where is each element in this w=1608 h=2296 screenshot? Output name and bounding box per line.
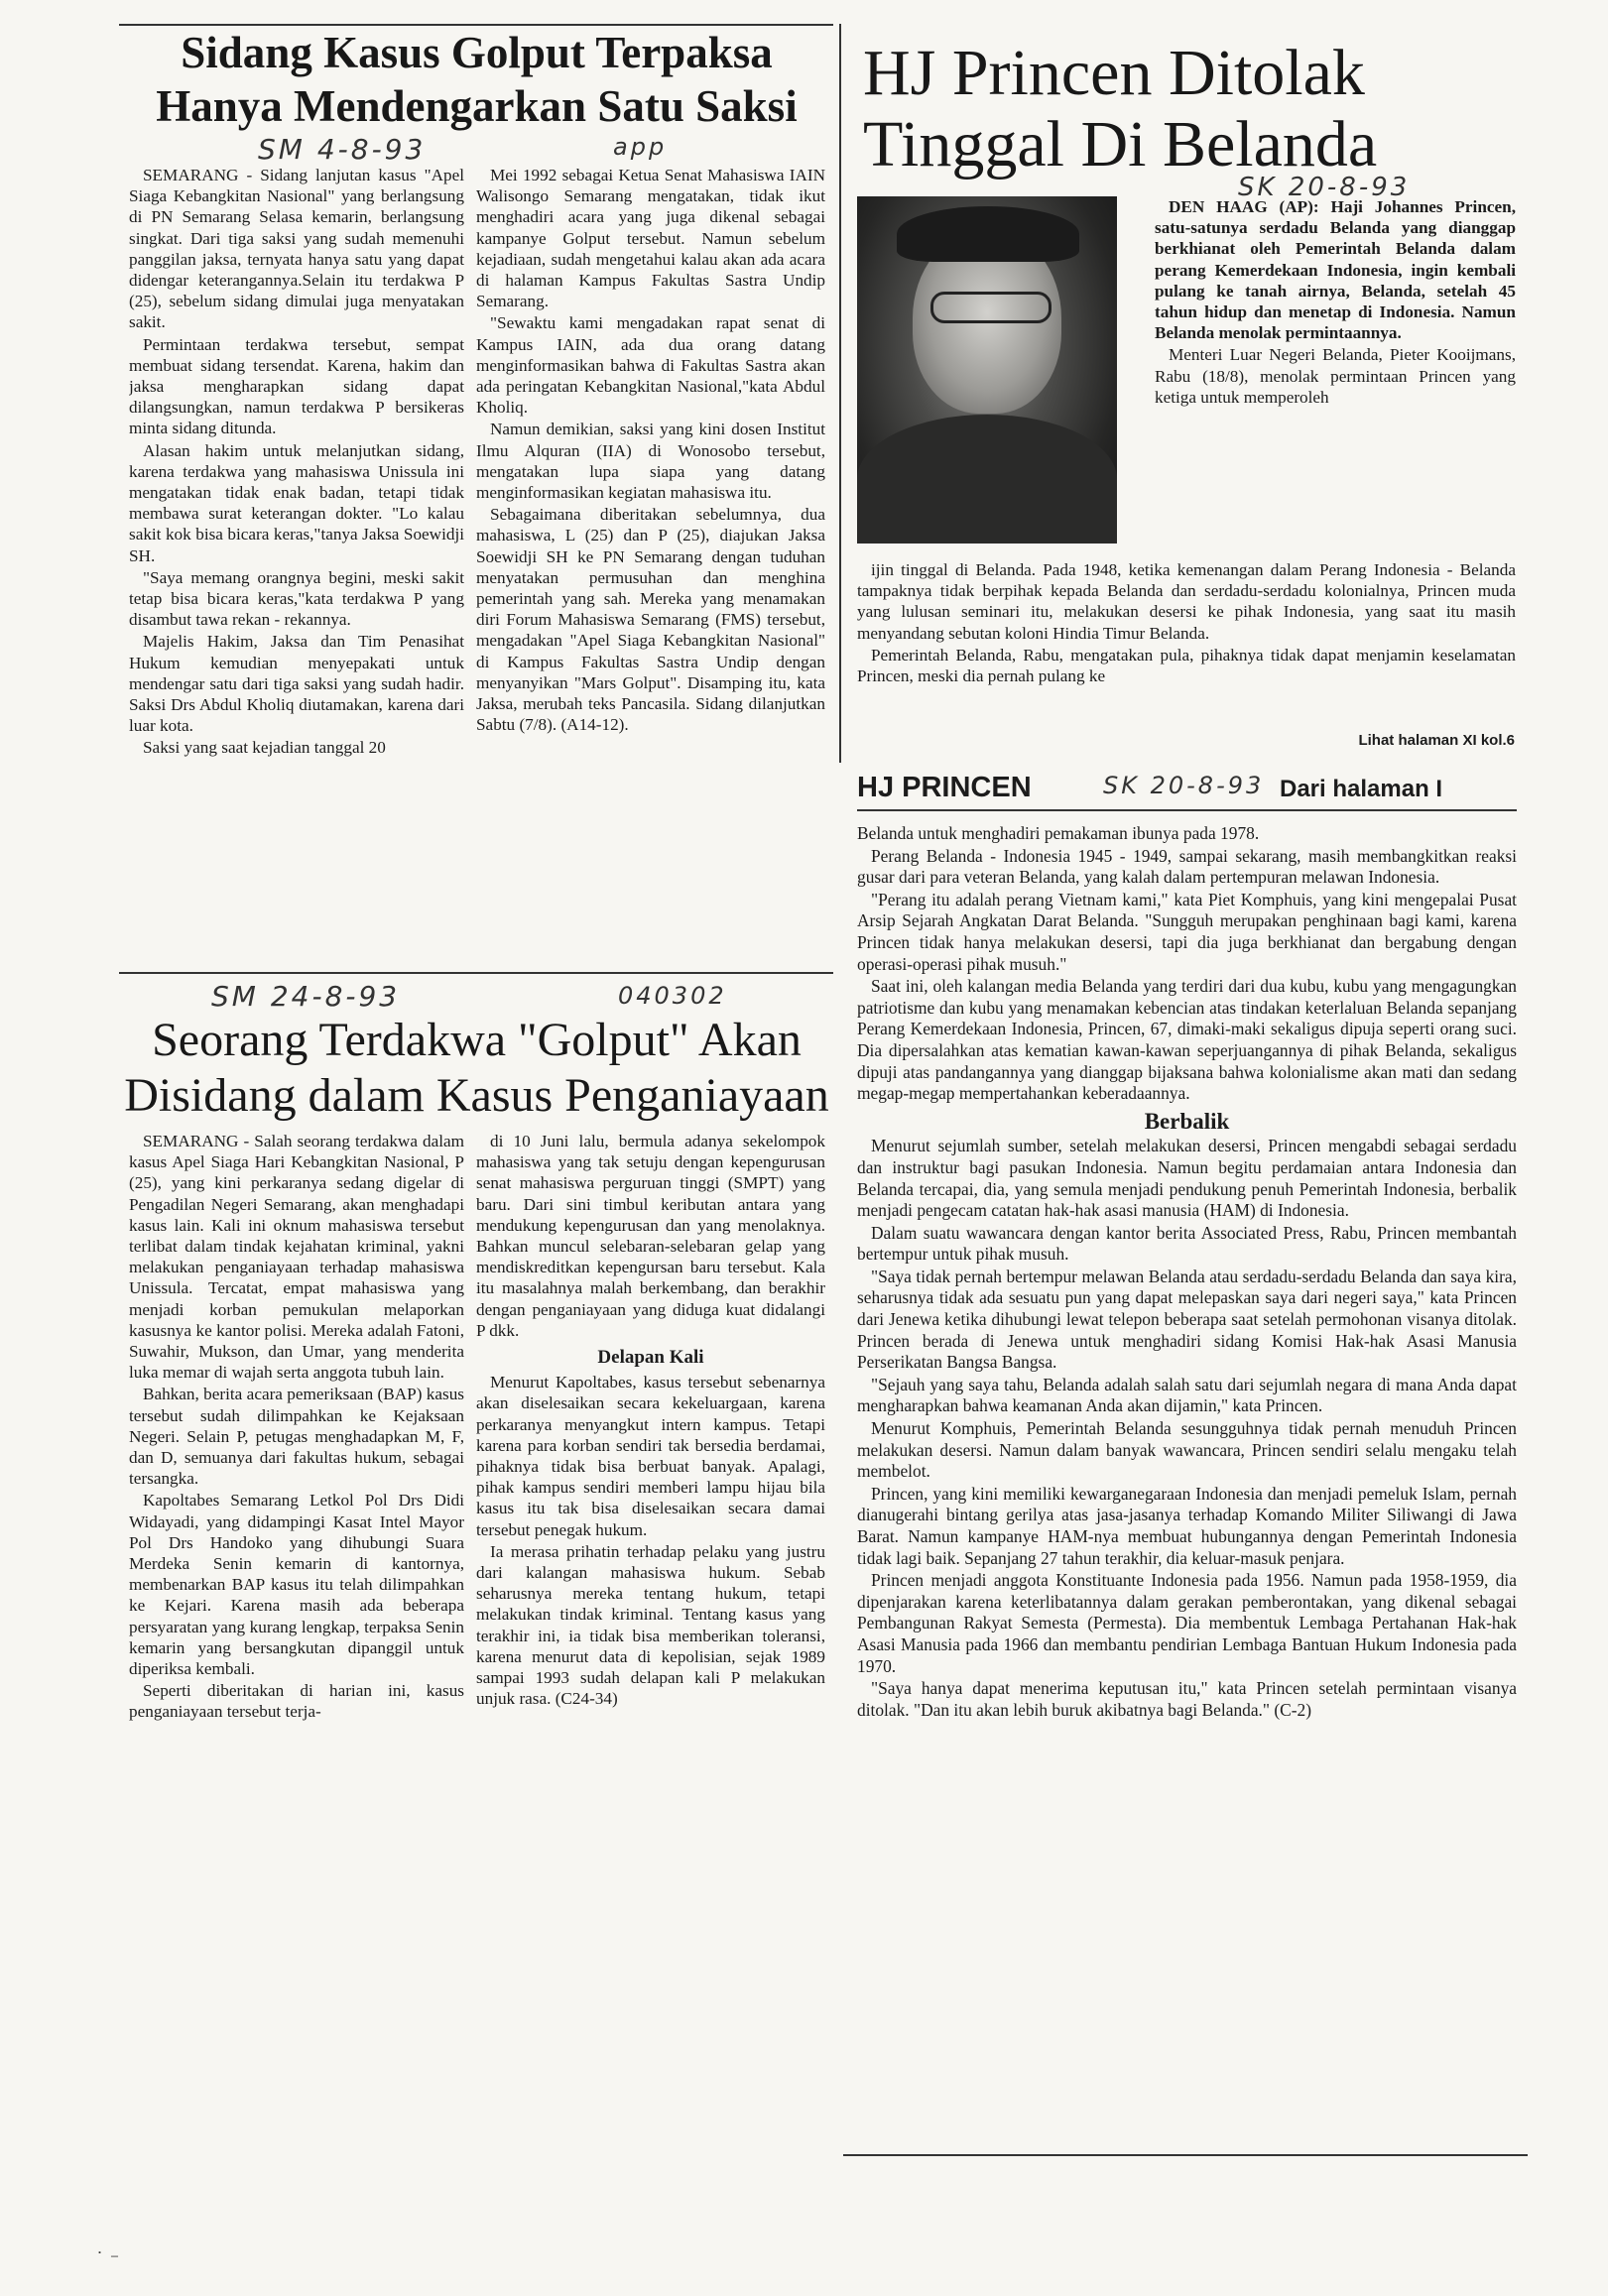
article3-wide-column	[857, 559, 1516, 726]
article2-column-2	[476, 1131, 825, 2073]
article1-col1-para: "Saya memang orangnya begini, meski sakit tetap bisa bicara keras,"kata terdakwa P yang disambut tawa rekan - rekannya.	[129, 567, 464, 630]
article-princen-continuation	[843, 768, 1533, 2176]
article1-handwritten-code: app	[613, 133, 668, 161]
article1-col1-para: Saksi yang saat kejadian tanggal 20	[143, 738, 386, 758]
article1-col2-para: Sebagaimana diberitakan sebelumnya, dua mahasiswa, L (25) dan P (25), diajukan Jaksa Soewidji SH ke PN Semarang dengan tuduhan menyatakan permusuhan dan menghina pemerintah yang sah. Mereka yang menamakan diri Forum Mahasiswa Semarang (FMS) tersebut, mengadakan "Apel Siaga Kebangkitan Nasional" di Kampus Fakultas Sastra Undip dengan menyanyikan "Mars Golput". Disamping itu, kata Jaksa, merubah teks Pancasila. Sidang dilanjutkan Sabtu (7/8). (A14-12).	[476, 505, 825, 735]
article1-col1-para: Alasan hakim untuk melanjutkan sidang, karena terdakwa yang mahasiswa Unissula ini mengatakan tidak enak badan, tetapi tidak membawa surat keterangan dokter. "Lo kalau sakit kok bisa bicara keras,"tanya Jaksa Soewidji SH.	[129, 440, 464, 565]
article3-wide-para: Pemerintah Belanda, Rabu, mengatakan pula, pihaknya tidak dapat menjamin keselamatan Princen, meski dia pernah pulang ke	[857, 645, 1516, 686]
article1-headline-line1: Sidang Kasus Golput Terpaksa	[181, 28, 773, 77]
article4-handwritten-date: SK 20-8-93	[1103, 772, 1265, 799]
article1-headline-line2: Hanya Mendengarkan Satu Saksi	[156, 81, 798, 131]
article1-col1-para: Permintaan terdakwa tersebut, sempat membuat sidang tersendat. Karena, hakim dan jaksa mengharapkan sidang dapat dilangsungkan, namun terdakwa P bersikeras minta sidang ditunda.	[129, 334, 464, 438]
article1-col2-para: Namun demikian, saksi yang kini dosen Institut Ilmu Alquran (IIA) di Wonosobo tersebut, mengatakan lupa siapa yang datang menginformasikan kegiatan mahasiswa itu.	[476, 420, 825, 503]
article1-handwritten-date: SM 4-8-93	[258, 133, 427, 166]
article4-para: Princen, yang kini memiliki kewarganegaraan Indonesia dan menjadi pemeluk Islam, pernah dianugerahi bintang gerilya atas jasa-jasanya terhadap Komando Militer Siliwangi di Jawa Barat. Namun kampanye HAM-nya membuat hubungannya dengan Pemerintah Indonesia tidak lagi baik. Sepanjang 27 tahun terakhir, dia keluar-masuk penjara.	[857, 1483, 1517, 1568]
article3-continued-note: Lihat halaman XI kol.6	[1358, 732, 1515, 749]
article4-para: Perang Belanda - Indonesia 1945 - 1949, sampai sekarang, masih membangkitkan reaksi gusar dari para veteran Belanda, yang kalah dalam pertempuran melawan Indonesia.	[857, 845, 1517, 888]
article4-para: Saat ini, oleh kalangan media Belanda yang terdiri dari dua kubu, kubu yang mengagungkan patriotisme dan kubu yang menamakan kebencian atas tindakan keterlaluan Belanda sepanjang Perang Kemerdekaan Indonesia, Princen, 67, dimaki-maki sekaligus dipuja seperti orang suci. Dia dipersalahkan atas kematian kawan-kawan seperjuangannya di pihak Belanda, sekaligus dipuji atas pandangannya yang dianggap bijaksana bahwa kolonialisme akan mati dan sedang megap-megap mempertahankan keberadaannya.	[857, 976, 1517, 1104]
article2-handwritten-code: 040302	[618, 982, 727, 1010]
article2-col1-para: Kapoltabes Semarang Letkol Pol Drs Didi Widayadi, yang didampingi Kasat Intel Mayor Pol Drs Handoko yang dihubungi Suara Merdeka Senin kemarin di kantornya, membenarkan BAP kasus itu telah dilimpahkan ke Kejari. Karena masih ada beberapa persyaratan yang kurang lengkap, terpaksa Senin kemarin yang bersangkutan dipanggil untuk diperiksa kembali.	[129, 1491, 464, 1679]
article1-top-rule	[119, 24, 833, 26]
portrait-cap	[897, 206, 1079, 262]
article4-para: "Saya hanya dapat menerima keputusan itu," kata Princen setelah permintaan visanya ditolak. "Dan itu akan lebih buruk akibatnya bagi Belanda." (C-2)	[857, 1678, 1517, 1720]
article2-col1-para: Seperti diberitakan di harian ini, kasus penganiayaan tersebut terja-	[129, 1681, 464, 1722]
article1-bottom-rule	[119, 972, 833, 974]
article4-para: Menurut Komphuis, Pemerintah Belanda sesungguhnya tidak pernah menuduh Princen melakukan desersi. Namun dalam banyak wawancara, Princen sendiri selalu mengaku telah membelot.	[857, 1418, 1517, 1482]
scan-speck-mark: ˙ ⁻	[95, 2249, 120, 2270]
article1-col1-para: Majelis Hakim, Jaksa dan Tim Penasihat Hukum kemudian menyepakati untuk mendengar satu dari tiga saksi yang sudah hadir. Saksi Drs Abdul Kholiq diutamakan, karena dari luar kota.	[129, 632, 464, 736]
article2-handwritten-date: SM 24-8-93	[211, 980, 401, 1013]
article1-col2-para: "Sewaktu kami mengadakan rapat senat di Kampus IAIN, ada dua orang datang menginformasikan bahwa di Fakultas Sastra akan ada peringatan Kebangkitan Nasional,"kata Abdul Kholiq.	[476, 313, 825, 418]
article2-col2-para: Menurut Kapoltabes, kasus tersebut sebenarnya akan diselesaikan secara kekeluargaan, karena perkaranya menyangkut intern kampus. Tetapi karena para korban sendiri tak bersedia berdamai, pihaknya tidak bisa berbuat banyak. Apalagi, pihak kampus sendiri memberi lampu hijau bila kasus itu tak bisa diselesaikan secara damai tersebut penegak hukum.	[476, 1373, 825, 1539]
article4-bar-from-page: Dari halaman I	[1280, 776, 1443, 802]
article4-para: "Sejauh yang saya tahu, Belanda adalah salah satu dari sejumlah negara di mana Anda dapat mengharapkan bahwa keamanan Anda akan dijamin," kata Princen.	[857, 1374, 1517, 1416]
article2-col1-para: Bahkan, berita acara pemeriksaan (BAP) kasus tersebut sudah dilimpahkan ke Kejaksaan Negeri. Selain P, petugas menghadapkan M, F, dan D, semuanya dari fakultas hukum, sebagai tersangka.	[129, 1385, 464, 1489]
article4-subheading: Berbalik	[1144, 1108, 1230, 1134]
article4-body-column	[857, 823, 1517, 2172]
princen-portrait-photo	[857, 196, 1117, 544]
article2-headline-line2: Disidang dalam Kasus Penganiayaan	[124, 1069, 829, 1122]
article-princen-rejected	[843, 20, 1533, 766]
article4-para: "Saya tidak pernah bertempur melawan Belanda atau serdadu-serdadu Belanda dan saya kira, seharusnya tidak ada sesuatu pun yang dapat melepaskan saya dari negeri saya," kata Princen dari Jenewa ketika dihubungi lewat telepon beberapa saat setelah permohonan visanya ditolak. Princen berada di Jenewa untuk menghadiri sidang Komisi Hak-hak Asasi Manusia Perserikatan Bangsa Bangsa.	[857, 1266, 1517, 1373]
article2-col2-para: Ia merasa prihatin terhadap pelaku yang justru dari kalangan mahasiswa hukum. Sebab seharusnya mereka tentang hukum, tetapi melakukan tindak kriminal. Tentang kasus yang terakhir ini, ia tidak bisa memberikan toleransi, karena menurut data di kepolisian, sejak 1989 sampai 1993 sudah delapan kali P melakukan unjuk rasa. (C24-34)	[476, 1541, 825, 1709]
article4-para: Dalam suatu wawancara dengan kantor berita Associated Press, Rabu, Princen membantah bertempur untuk pihak musuh.	[857, 1222, 1517, 1265]
article4-bar-title: HJ PRINCEN	[857, 772, 1032, 803]
article4-para: "Perang itu adalah perang Vietnam kami," kata Piet Komphuis, yang kini mengepalai Pusat Arsip Sejarah Angkatan Darat Belanda. "Sungguh merupakan penghinaan bagi kami, karena Princen tidak hanya melakukan desersi, tapi dia juga berkhianat dan bergabung dengan operasi-operasi pihak musuh."	[857, 889, 1517, 974]
article2-col2-para: di 10 Juni lalu, bermula adanya sekelompok mahasiswa yang tak setuju dengan kepengurusan senat mahasiswa perguruan tinggi (SMPT) yang baru. Dari sini timbul keributan antara yang mendukung kepengurusan dan yang menolaknya. Bahkan muncul selebaran-selebaran gelap yang mendiskreditkan kepengursan baru tersebut. Kala itu masalahnya malah berkembang, dan berakhir dengan penganiayaan yang diduga kuat didalangi P dkk.	[476, 1132, 825, 1340]
article-golput-assault-case	[117, 976, 836, 2077]
article3-lead-para: DEN HAAG (AP): Haji Johannes Princen, satu-satunya serdadu Belanda yang dianggap berkhianat oleh Pemerintah Belanda dalam perang Kemerdekaan Indonesia, ingin kembali pulang ke tanah airnya, Belanda, setelah 45 tahun hidup dan menetap di Indonesia. Namun Belanda menolak permintaannya.	[1155, 197, 1516, 343]
article4-para: Menurut sejumlah sumber, setelah melakukan desersi, Princen mengabdi sebagai serdadu dan instruktur bagi pasukan Indonesia. Namun begitu perdamaian antara Indonesia dan Belanda tercapai, dia, yang semula menjadi pendukung penuh Pemerintah Indonesia, berbalik menjadi pengecam catatan hak-hak asasi manusia (HAM) di Indonesia.	[857, 1136, 1517, 1221]
article2-col1-para: SEMARANG - Salah seorang terdakwa dalam kasus Apel Siaga Hari Kebangkitan Nasional, P (25), yang kini perkaranya sedang digelar di Pengadilan Negeri Semarang, akan menghadapi kasus lain. Kali ini oknum mahasiswa tersebut terlibat dalam tindak kejahatan kriminal, yakni melakukan penganiayaan terhadap mahasiswa Unissula. Tercatat, empat mahasiswa yang menjadi korban pemukulan melaporkan kasusnya ke kantor polisi. Mereka adalah Fatoni, Suwahir, Mukson, dan Umar, yang menderita luka memar di wajah serta anggota tubuh lain.	[129, 1132, 464, 1383]
article3-lead-column	[1155, 196, 1516, 555]
article3-headline-line2: Tinggal Di Belanda	[863, 108, 1378, 181]
article2-subheading: Delapan Kali	[597, 1347, 704, 1369]
article2-headline-line1: Seorang Terdakwa "Golput" Akan	[152, 1014, 802, 1066]
article3-handwritten-date: SK 20-8-93	[1238, 173, 1411, 202]
article1-column-1	[129, 165, 464, 968]
article4-para: Belanda untuk menghadiri pemakaman ibunya pada 1978.	[857, 823, 1260, 843]
article3-lead-para: Menteri Luar Negeri Belanda, Pieter Kooijmans, Rabu (18/8), menolak permintaan Princen yang ketiga untuk memperoleh	[1155, 345, 1516, 407]
portrait-glasses	[930, 292, 1051, 323]
article1-column-2	[476, 165, 825, 968]
article4-bottom-rule	[843, 2154, 1528, 2156]
article3-wide-para: ijin tinggal di Belanda. Pada 1948, ketika kemenangan dalam Perang Indonesia - Belanda tampaknya tidak berpihak kepada Belanda dan serdadu-serdadu kolonialnya, Princen muda yang lulusan seminari itu, melakukan desersi ke pihak Indonesia, yang saat itu masih menyandang sebutan koloni Hindia Timur Belanda.	[857, 560, 1516, 643]
article4-header-rule	[857, 809, 1517, 811]
article1-col2-para: Mei 1992 sebagai Ketua Senat Mahasiswa IAIN Walisongo Semarang mengatakan, tidak ikut menghadiri acara yang juga dikenal sebagai kampanye Golput tersebut. Namun sebelum kejadiaan, sudah mengetahui kalau akan ada acara di halaman Kampus Fakultas Sastra Undip Semarang.	[476, 166, 825, 311]
article2-column-1	[129, 1131, 464, 2073]
portrait-shoulders	[857, 415, 1117, 544]
article1-col1-para: SEMARANG - Sidang lanjutan kasus "Apel Siaga Kebangkitan Nasional" yang berlangsung di PN Semarang Selasa kemarin, berlangsung singkat. Dari tiga saksi yang sudah memenuhi panggilan jaksa, ternyata hanya satu yang dapat didengar keterangannya.Selain itu terdakwa P (25), sebelum sidang dimulai juga menyatakan sakit.	[129, 166, 464, 332]
article-golput-trial	[117, 26, 836, 970]
article3-headline-line1: HJ Princen Ditolak	[863, 37, 1365, 109]
article4-para: Princen menjadi anggota Konstituante Indonesia pada 1956. Namun pada 1958-1959, dia dipenjarakan karena keterlibatannya dalam gerakan pemberontakan, yang dikenal sebagai Pembangunan Rakyat Semesta (Permesta). Dia membentuk Lembaga Pertahanan Hak-hak Asasi Manusia pada 1966 dan membantu pendirian Lembaga Bantuan Hukum Indonesia pada 1970.	[857, 1570, 1517, 1676]
article3-left-rule	[839, 24, 841, 763]
